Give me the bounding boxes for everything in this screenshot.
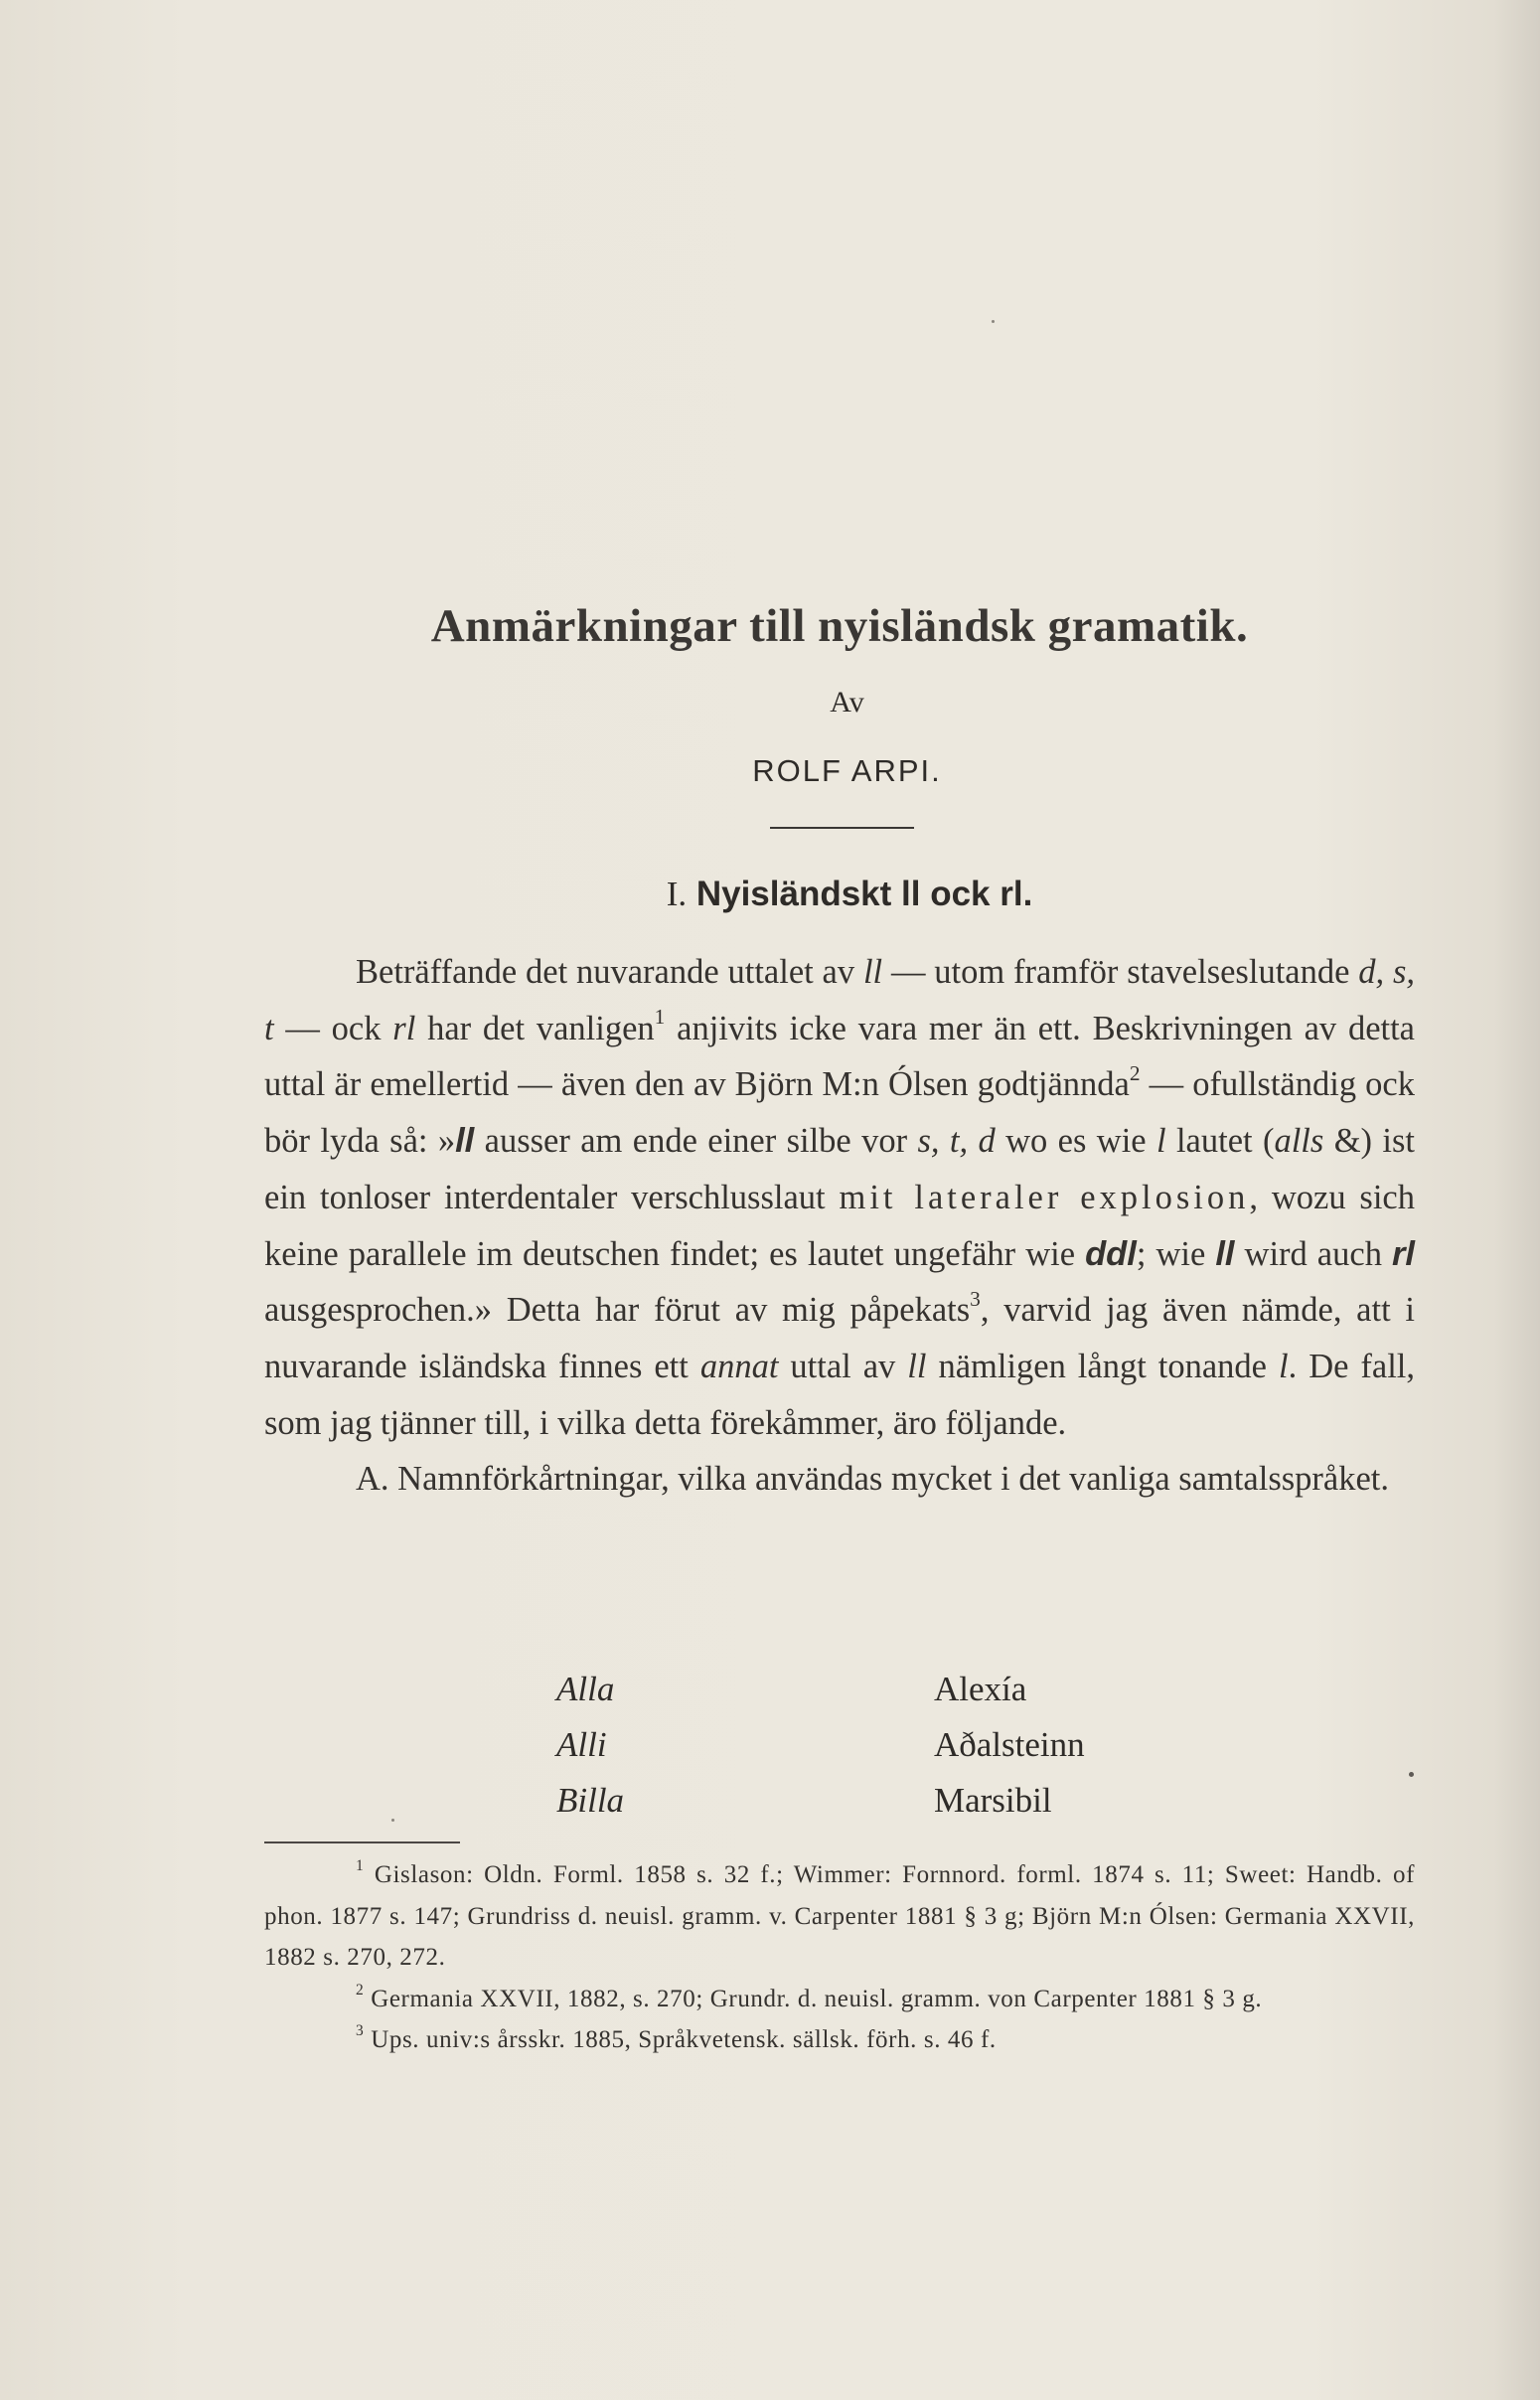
footnote-ref-1[interactable]: 1 [654, 1005, 666, 1029]
footnote-text: Ups. univ:s årsskr. 1885, Språkvetensk. sällsk. förh. s. 46 f. [364, 2026, 997, 2053]
text-run: lautet ( [1165, 1122, 1275, 1161]
body-text [264, 944, 1415, 1508]
grotesque-term: ll [455, 1122, 475, 1161]
paragraph-2: A. Namnförkårtningar, vilka användas mycket i det vanliga samtalsspråket. [356, 1460, 1390, 1499]
text-run: Beträffande det nuvarande uttalet av [356, 953, 863, 991]
footnote-mark: 2 [356, 1981, 365, 1999]
footnote-text: Germania XXVII, 1882, s. 270; Grundr. d. neuisl. gramm. von Carpenter 1881 § 3 g. [364, 1985, 1263, 2012]
text-run: , wozu sich keine parallele im deutschen findet; es lautet ungefähr wie [264, 1178, 1415, 1273]
text-run: , varvid jag även nämde, att i nuvarande isländska finnes ett [264, 1291, 1415, 1385]
footnote-text: Gislason: Oldn. Forml. 1858 s. 32 f.; Wimmer: Fornnord. forml. 1874 s. 11; Sweet: Handb. of phon. 1877 s. 147; Grundriss d. neuisl. gramm. v. Carpenter 1881 § 3 g; Björn M:n Ólsen: Germania XXVII, 1882 s. 270, 272. [264, 1861, 1415, 1971]
paragraph-1 [264, 944, 1415, 1451]
footnote-divider [264, 1841, 460, 1843]
emphasis: d, s, t [264, 953, 1415, 1047]
emphasis: l [1278, 1347, 1289, 1385]
emphasis: l [1156, 1122, 1166, 1161]
spaced-emphasis: mit lateraler explosion [839, 1178, 1250, 1216]
author-name: ROLF ARPI. [752, 753, 942, 788]
footnote-mark: 3 [356, 2022, 365, 2040]
full-name: Marsibil [934, 1781, 1052, 1820]
text-run: &) ist ein tonloser interdentaler verschlusslaut [264, 1122, 1416, 1216]
text-run: — utom framför stavelseslutande [882, 953, 1359, 991]
text-run: uttal av [778, 1347, 908, 1385]
text-run: — ofullständig ock bör lyda så: » [264, 1065, 1415, 1161]
text-run: har det vanligen [415, 1009, 655, 1047]
short-name: Billa [556, 1781, 625, 1820]
text-run: ausser am ende einer silbe vor [474, 1122, 918, 1161]
footnote-1 [264, 1854, 1415, 1979]
text-run: . De fall, som jag tjänner till, i vilka detta förekåmmer, äro följande. [264, 1347, 1416, 1442]
footnote-ref-2[interactable]: 2 [1129, 1060, 1141, 1085]
emphasis: annat [699, 1347, 779, 1385]
footnotes [264, 1854, 1415, 2061]
grotesque-term: rl [1391, 1234, 1415, 1273]
name-row [0, 1725, 1540, 1781]
text-run: — ock [273, 1009, 393, 1047]
emphasis: rl [392, 1009, 416, 1047]
full-name: Alexía [934, 1670, 1027, 1708]
emphasis: ll [907, 1347, 927, 1385]
text-run: wird auch [1234, 1234, 1392, 1273]
byline-av: Av [830, 686, 864, 719]
paper-speck [1409, 1772, 1414, 1777]
short-name: Alli [556, 1725, 607, 1764]
name-row [0, 1781, 1540, 1837]
footnote-2 [264, 1979, 1415, 2020]
grotesque-term: ddl [1085, 1234, 1137, 1273]
footnote-ref-3[interactable]: 3 [970, 1286, 981, 1311]
paper-speck [992, 320, 995, 323]
emphasis: ll [862, 953, 883, 991]
name-row [0, 1670, 1540, 1725]
section-title: Nyisländskt ll ock rl. [695, 875, 1033, 913]
text-run: wo es wie [995, 1122, 1156, 1161]
paper-speck [391, 1819, 394, 1822]
emphasis: s, t, d [917, 1122, 996, 1161]
article-title: Anmärkningar till nyisländsk gramatik. [430, 600, 1249, 652]
section-heading [0, 875, 1540, 914]
grotesque-term: ll [1215, 1234, 1235, 1273]
footnote-3 [264, 2019, 1415, 2061]
title-divider [770, 827, 914, 829]
emphasis: alls [1274, 1122, 1324, 1161]
full-name: Aðalsteinn [934, 1725, 1085, 1764]
text-run: ; wie [1136, 1234, 1216, 1273]
section-number: I. [666, 875, 688, 913]
text-run: anjivits icke vara mer än ett. Beskrivningen av detta uttal är emellertid — även den av Björn M:n Ólsen godtjännda [264, 1009, 1415, 1104]
text-run: nämligen långt tonande [926, 1347, 1279, 1385]
footnote-mark: 1 [356, 1857, 365, 1875]
short-name: Alla [556, 1670, 615, 1708]
text-run: ausgesprochen.» Detta har förut av mig påpekats [264, 1291, 971, 1330]
